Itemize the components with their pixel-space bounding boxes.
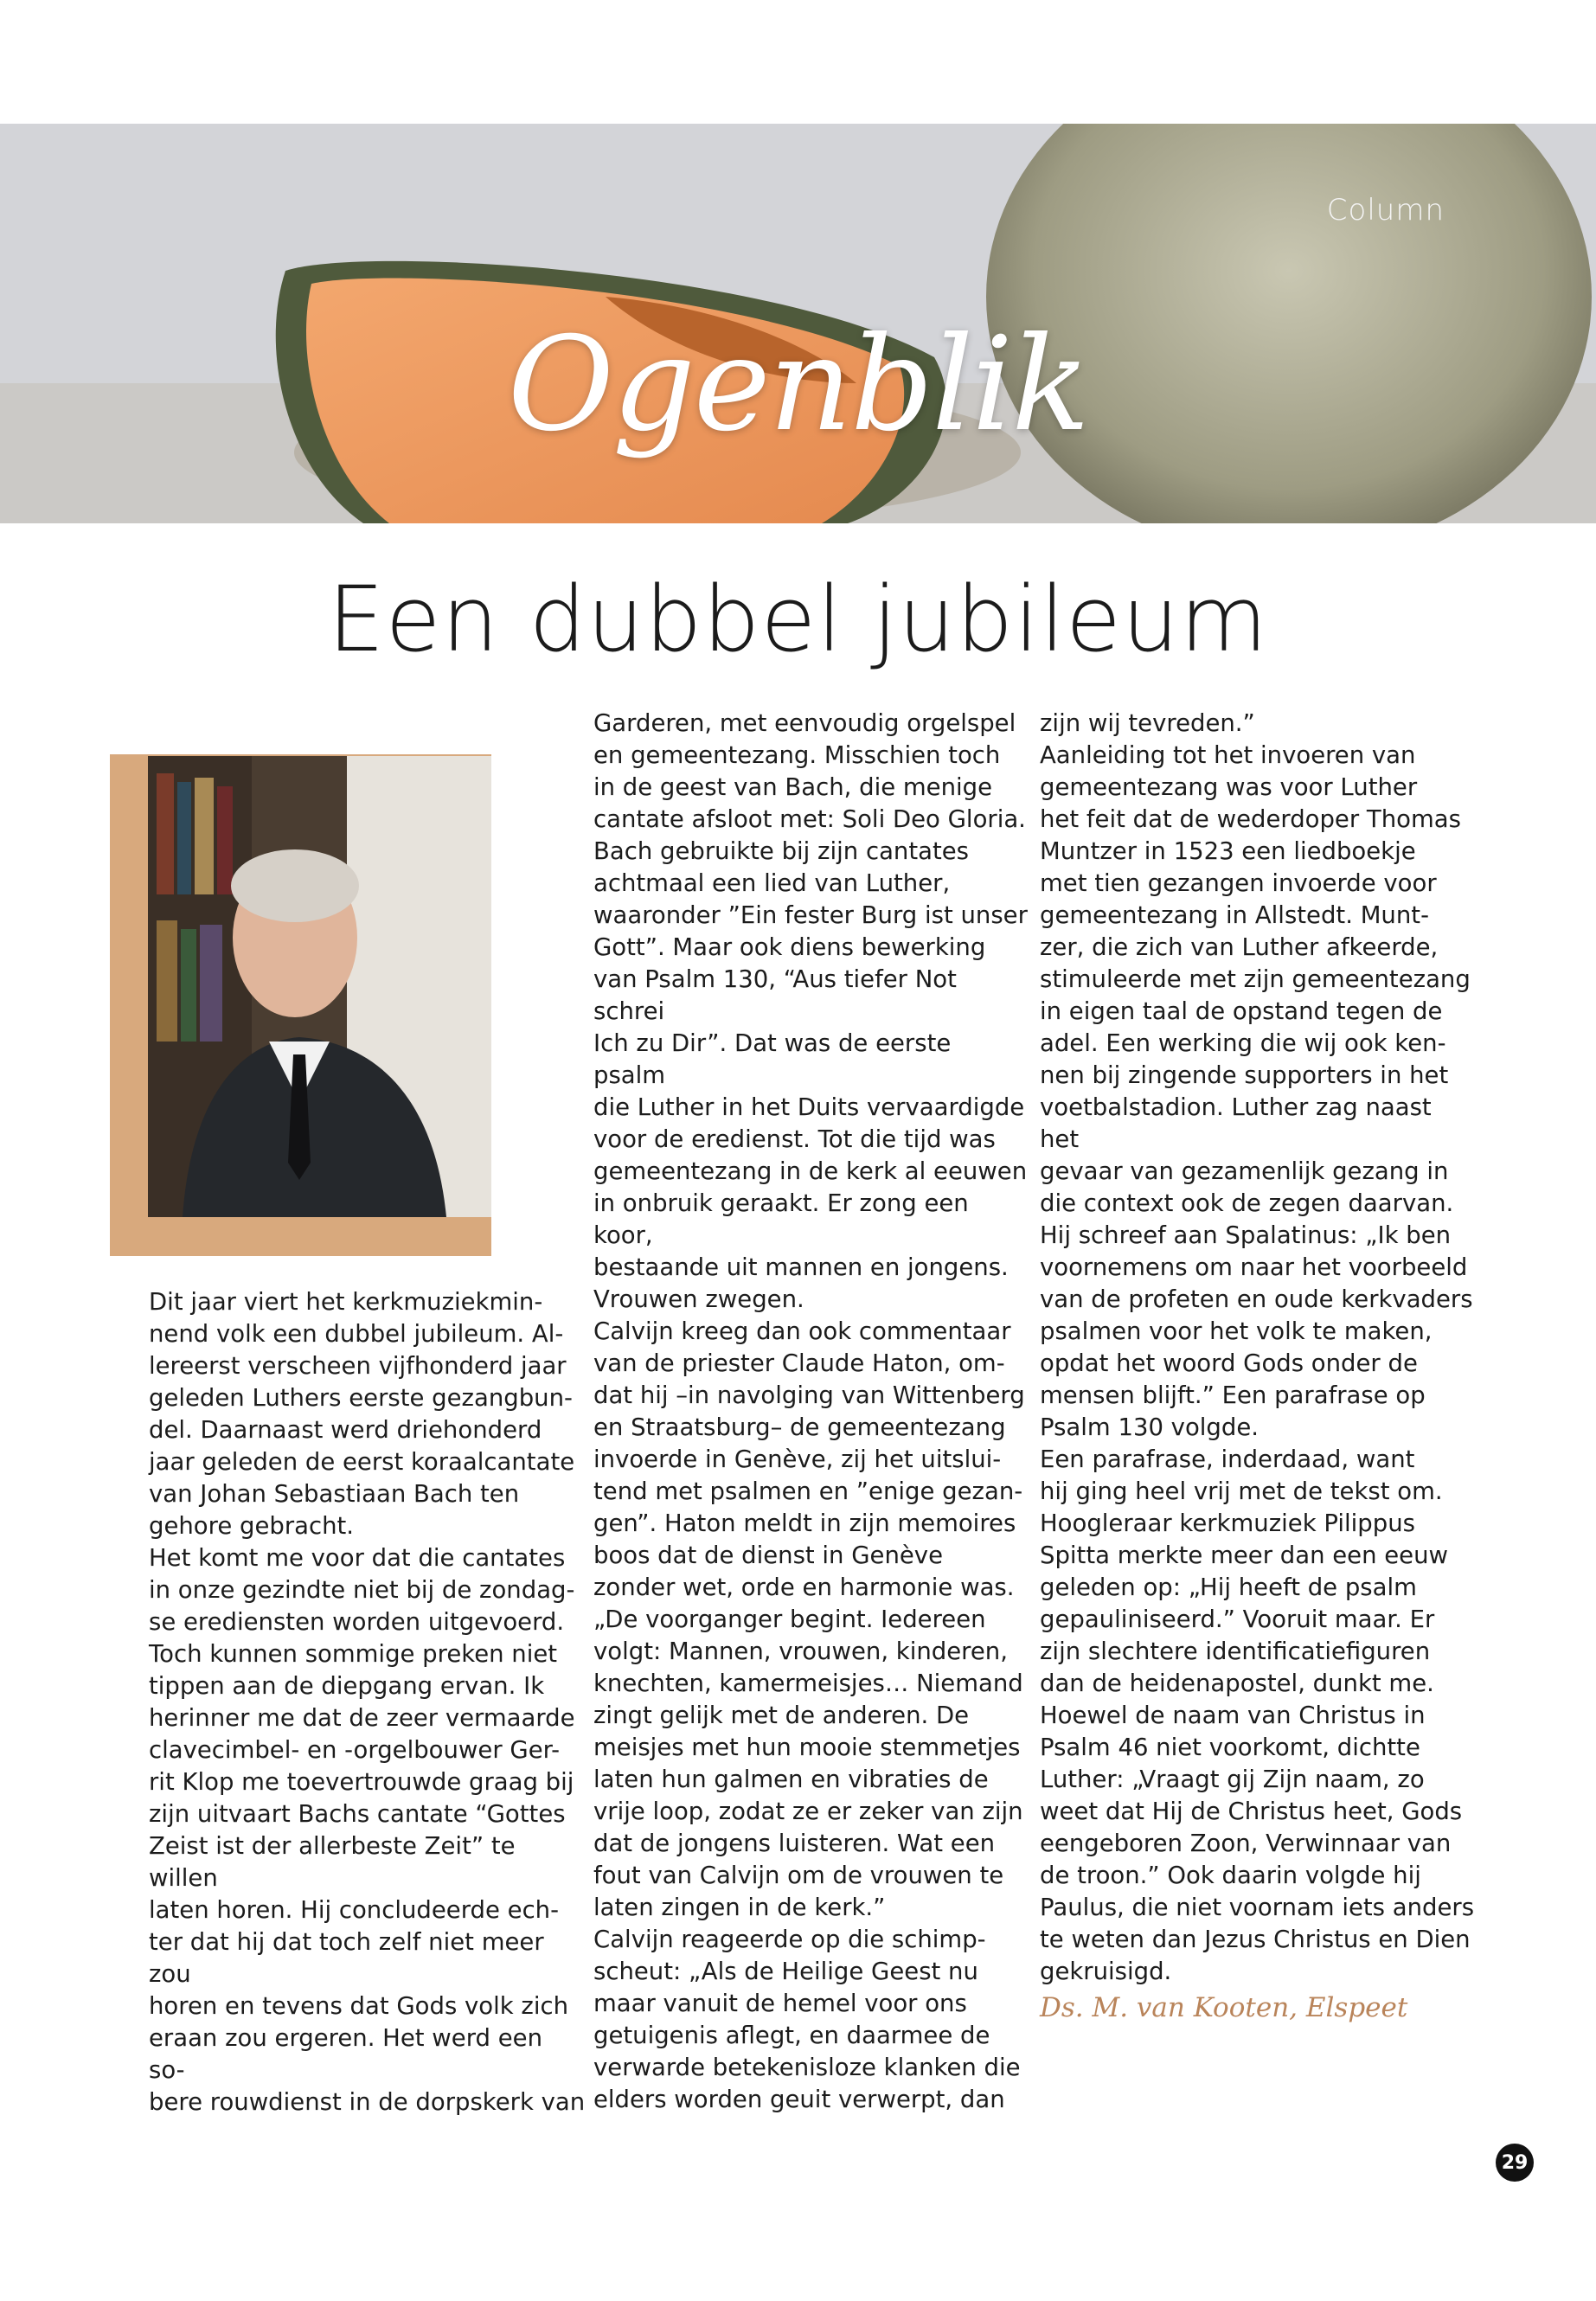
author-signature: Ds. M. van Kooten, Elspeet (1040, 1992, 1408, 2023)
article-title: Een dubbel jubileum (327, 567, 1269, 672)
article-column-3: zijn wij tevreden.” Aanleiding tot het invoeren van gemeentezang was voor Luther het feit dat de wederdoper Thomas Muntzer in 1523 een liedboekje met tien gezangen invoerde voor gemeentezang in Allstedt. Munt- zer, die zich van Luther afkeerde, stimuleerde met zijn gemeentezang in eigen taal de opstand tegen de adel. Een werking die wij ook ken- nen bij zingende supporters in het voetbalstadion. Luther zag naast het gevaar van gezamenlijk gezang in die context ook de zegen daarvan. Hij schreef aan Spalatinus: „Ik ben voornemens om naar het voorbeeld van de profeten en oude kerkvaders psalmen voor het volk te maken, opdat het woord Gods onder de mensen blijft.” Een parafrase op Psalm 130 volgde. Een parafrase, inderdaad, want hij ging heel vrij met de tekst om. Hoogleraar kerkmuziek Pilippus Spitta merkte meer dan een eeuw geleden op: „Hij heeft de psalm gepauliniseerd.” Vooruit maar. Er zijn slechtere identificatiefiguren dan de heidenapostel, dunkt me. Hoewel de naam van Christus in Psalm 46 niet voorkomt, dichtte Luther: „Vraagt gij Zijn naam, zo weet dat Hij de Christus heet, Gods eengeboren Zoon, Verwinnaar van de troon.” Ook daarin volgde hij Paulus, die niet voornam iets anders te weten dan Jezus Christus en Dien gekruisigd. (1040, 709, 1475, 1985)
section-label: Column (1326, 193, 1445, 228)
page-number-badge: 29 (1496, 2144, 1534, 2182)
masthead-title: Ogenblik (507, 310, 1089, 460)
header-banner-image (0, 124, 1596, 523)
article-column-2: Garderen, met eenvoudig orgelspel en gemeentezang. Misschien toch in de geest van Bach, die menige cantate afsloot met: Soli Deo Gloria. Bach gebruikte bij zijn cantates achtmaal een lied van Luther, waaronder ”Ein fester Burg ist unser Gott”. Maar ook diens bewerking van Psalm 130, “Aus tiefer Not schrei Ich zu Dir”. Dat was de eerste psalm die Luther in het Duits vervaardigde voor de eredienst. Tot die tijd was gemeentezang in de kerk al eeuwen in onbruik geraakt. Er zong een koor, bestaande uit mannen en jongens. Vrouwen zwegen. Calvijn kreeg dan ook commentaar van de priester Claude Haton, om- dat hij –in navolging van Wittenberg en Straatsburg– de gemeentezang invoerde in Genève, zij het uitslui- tend met psalmen en ”enige gezan- gen”. Haton meldt in zijn memoires boos dat de dienst in Genève zonder wet, orde en harmonie was. „De voorganger begint. Iedereen volgt: Mannen, vrouwen, kinderen, knechten, kamermeisjes… Niemand zingt gelijk met de anderen. De meisjes met hun mooie stemmetjes laten hun galmen en vibraties de vrije loop, zodat ze er zeker van zijn dat de jongens luisteren. Wat een fout van Calvijn om de vrouwen te laten zingen in de kerk.” Calvijn reageerde op die schimp- scheut: „Als de Heilige Geest nu maar vanuit de hemel voor ons getuigenis aflegt, en daarmee de verwarde betekenisloze klanken die elders worden geuit verwerpt, dan (593, 709, 1028, 2113)
author-portrait-photo (148, 756, 491, 1217)
article-column-1: Dit jaar viert het kerkmuziekmin- nend volk een dubbel jubileum. Al- lereerst verscheen vijfhonderd jaar geleden Luthers eerste gezangbun- del. Daarnaast werd driehonderd jaar geleden de eerst koraalcantate van Johan Sebastiaan Bach ten gehore gebracht. Het komt me voor dat die cantates in onze gezindte niet bij de zondag- se erediensten worden uitgevoerd. Toch kunnen sommige preken niet tippen aan de diepgang ervan. Ik herinner me dat de zeer vermaarde clavecimbel- en -orgelbouwer Ger- rit Klop me toevertrouwde graag bij zijn uitvaart Bachs cantate “Gottes Zeist ist der allerbeste Zeit” te willen laten horen. Hij concludeerde ech- ter dat hij dat toch zelf niet meer zou horen en tevens dat Gods volk zich eraan zou ergeren. Het werd een so- bere rouwdienst in de dorpskerk van (149, 1288, 586, 2116)
portrait-illustration (148, 756, 491, 1217)
